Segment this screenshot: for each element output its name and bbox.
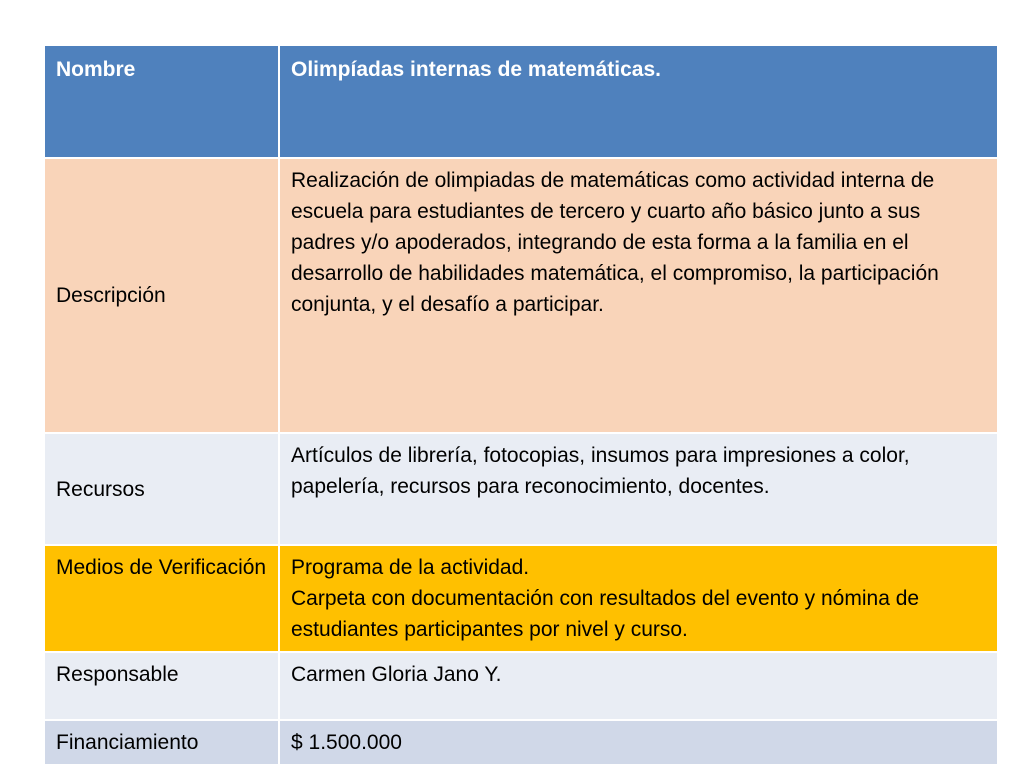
value-recursos: Artículos de librería, fotocopias, insumos para impresiones a color, papelería, recursos para reconocimiento, docentes.: [279, 433, 998, 545]
value-descripcion: Realización de olimpiadas de matemáticas como actividad interna de escuela para estudiantes de tercero y cuarto año básico junto a sus padres y/o apoderados, integrando de esta forma a la familia en el desarrollo de habilidades matemática, el compromiso, la participación conjunta, y el desafío a participar.: [279, 158, 998, 433]
verification-line-1: Programa de la actividad.: [291, 556, 530, 579]
label-medios-verificacion: Medios de Verificación: [44, 545, 279, 652]
table-row-descripcion: [44, 158, 998, 433]
table-row-recursos: [44, 433, 998, 545]
value-financiamiento: $ 1.500.000: [279, 720, 998, 765]
label-recursos: Recursos: [44, 433, 279, 545]
activity-info-table: [43, 44, 999, 766]
table-row-responsable: [44, 652, 998, 720]
label-responsable: Responsable: [44, 652, 279, 720]
label-financiamiento: Financiamiento: [44, 720, 279, 765]
table-row-nombre: [44, 45, 998, 158]
verification-line-2: Carpeta con documentación con resultados del evento y nómina de estudiantes participantes por nivel y curso.: [291, 587, 920, 641]
table-row-financiamiento: [44, 720, 998, 765]
label-nombre: Nombre: [44, 45, 279, 158]
value-nombre: Olimpíadas internas de matemáticas.: [279, 45, 998, 158]
label-descripcion: Descripción: [44, 158, 279, 433]
value-responsable: Carmen Gloria Jano Y.: [279, 652, 998, 720]
table-row-medios-verificacion: [44, 545, 998, 652]
value-medios-verificacion: [279, 545, 998, 652]
